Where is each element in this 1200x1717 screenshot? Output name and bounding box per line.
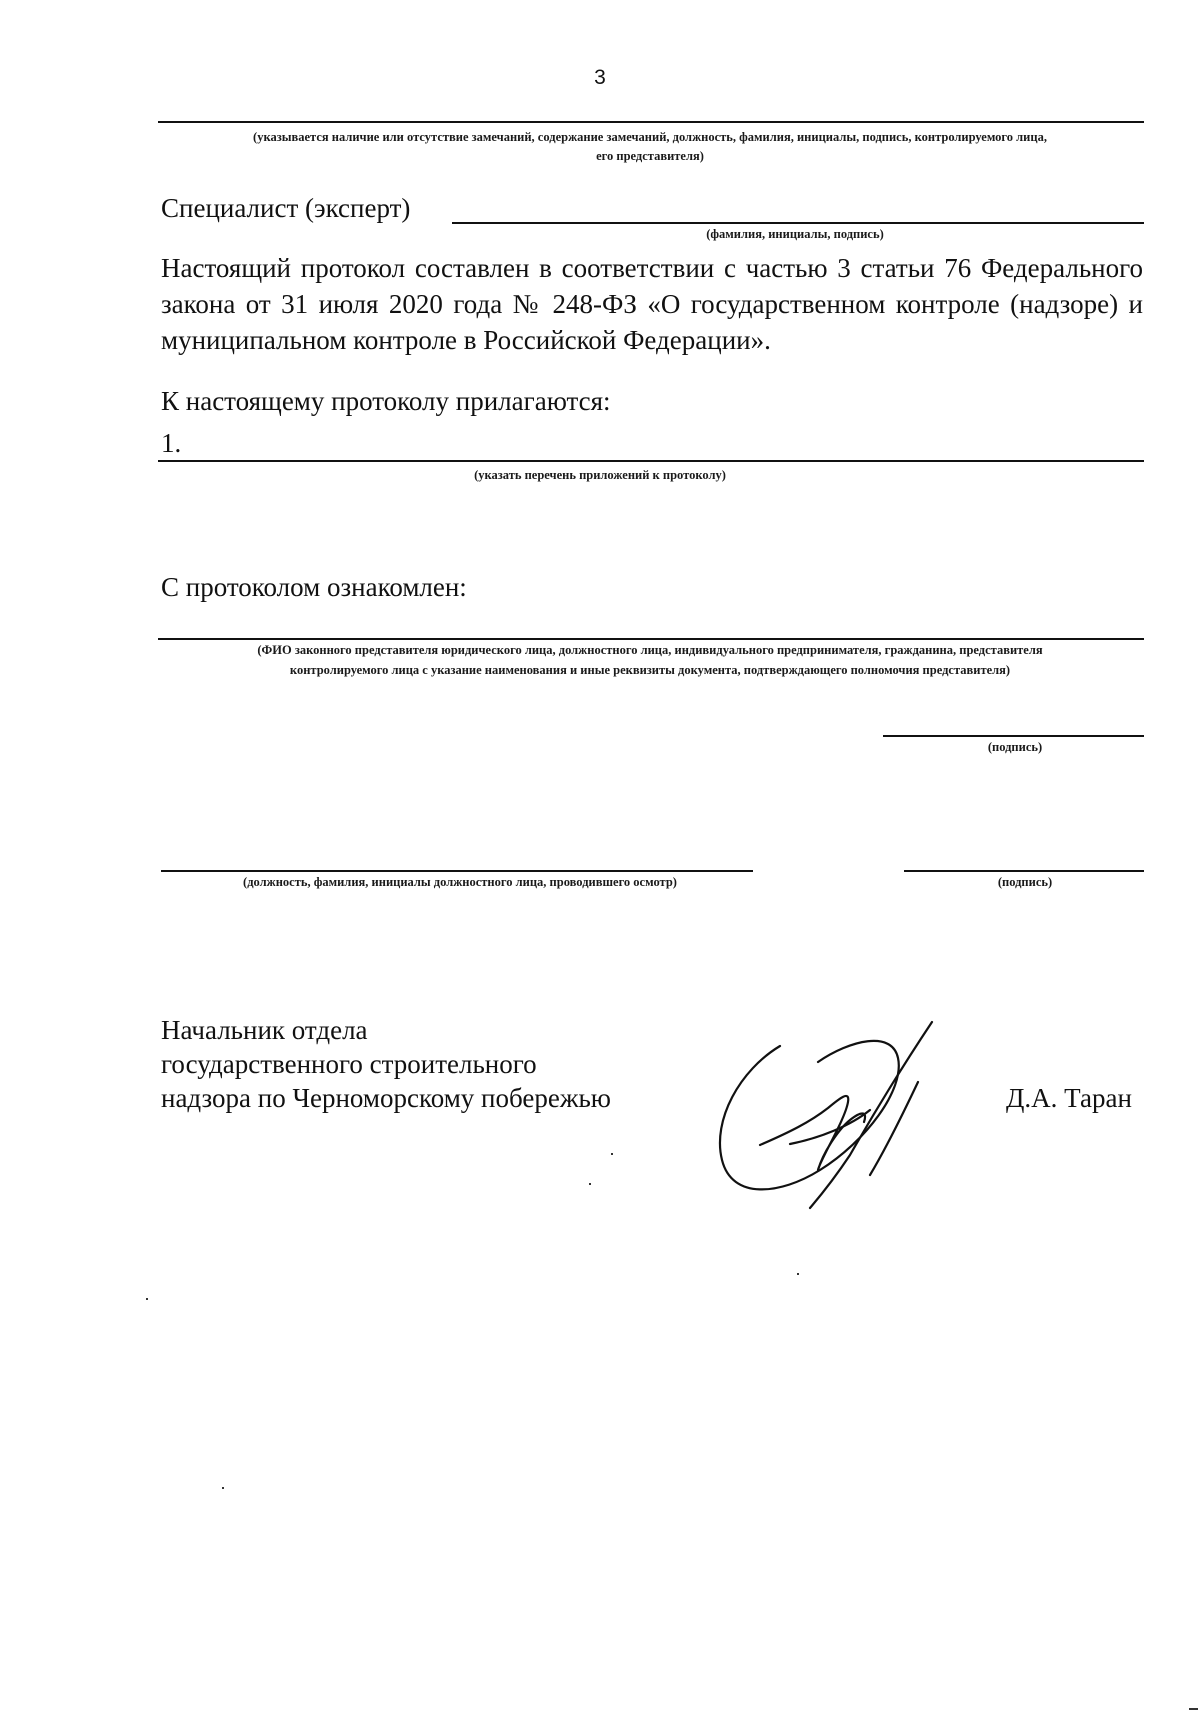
scan-speck [589, 1183, 591, 1185]
scan-speck [797, 1273, 799, 1275]
signer-title-line1: Начальник отдела [161, 1015, 368, 1045]
scan-speck [1189, 1708, 1198, 1710]
scan-speck [222, 1487, 224, 1489]
protocol-paragraph: Настоящий протокол составлен в соответствии с частью 3 статьи 76 Федерального закона от 31 июля 2020 года № 248-ФЗ «О государственном контроле (надзоре) и муниципальном контроле в Российской Федерации». [161, 253, 1143, 355]
official-note: (должность, фамилия, инициалы должностного лица, проводившего осмотр) [243, 875, 677, 889]
attachments-field-line [158, 460, 1144, 462]
attachments-note: (указать перечень приложений к протоколу) [474, 468, 726, 482]
handwritten-signature [700, 1010, 960, 1220]
signer-title-line2: государственного строительного [161, 1049, 537, 1079]
remarks-field-line [158, 121, 1144, 123]
scan-speck [611, 1153, 613, 1155]
page-number: 3 [594, 66, 606, 89]
specialist-label: Специалист (эксперт) [161, 193, 411, 223]
signer-title-line3: надзора по Черноморскому побережью [161, 1083, 611, 1113]
signature-note-1: (подпись) [987, 740, 1043, 754]
attachment-item-number: 1. [161, 428, 182, 458]
representative-note-line2: контролируемого лица с указание наименования и иные реквизиты документа, подтверждающего полномочия представителя) [289, 663, 1011, 677]
signature-note-2: (подпись) [997, 875, 1053, 889]
representative-note-line1: (ФИО законного представителя юридического лица, должностного лица, индивидуального предпринимателя, гражданина, представителя [257, 643, 1043, 657]
remarks-note-line1: (указывается наличие или отсутствие замечаний, содержание замечаний, должность, фамилия, инициалы, подпись, контролируемого лица, [253, 130, 1047, 144]
signer-name: Д.А. Таран [1006, 1083, 1132, 1113]
specialist-note: (фамилия, инициалы, подпись) [706, 227, 884, 241]
acquainted-heading: С протоколом ознакомлен: [161, 572, 467, 602]
scan-speck [146, 1298, 148, 1300]
attachments-heading: К настоящему протоколу прилагаются: [161, 386, 611, 416]
remarks-note-line2: его представителя) [596, 149, 704, 163]
